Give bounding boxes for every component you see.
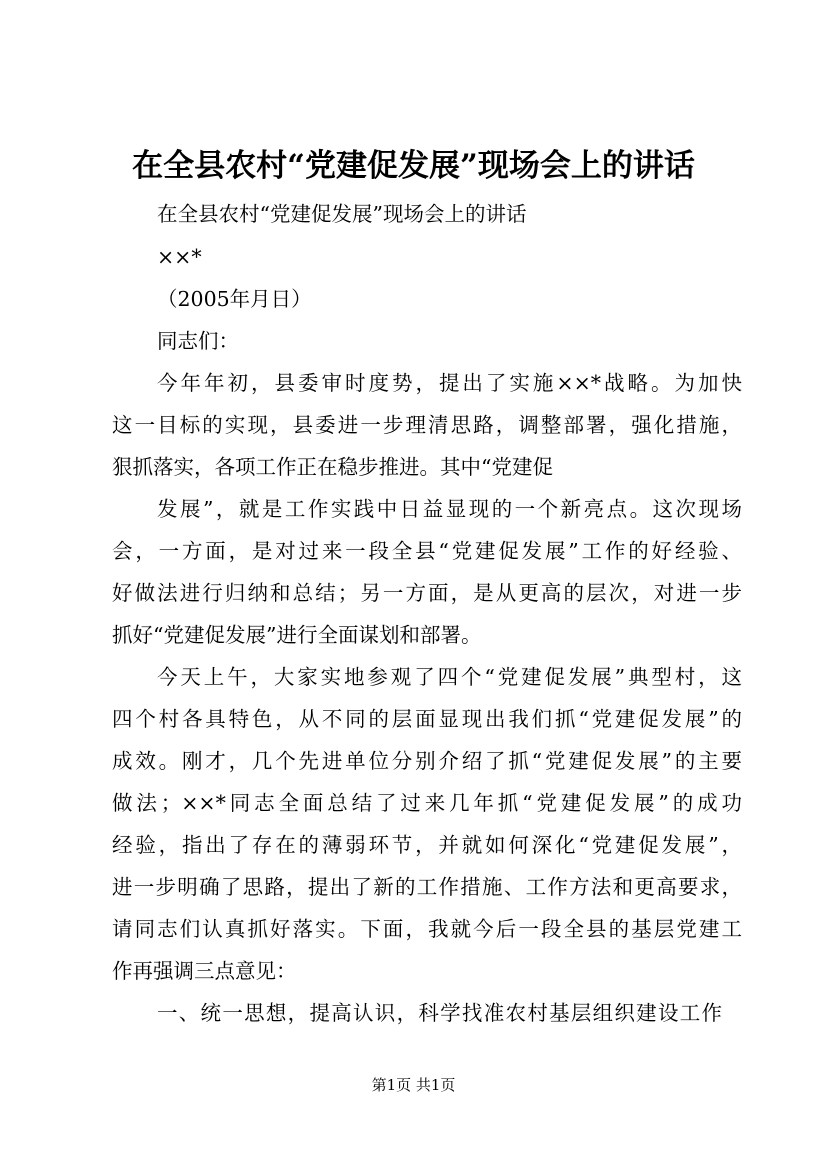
speaker-name: ××* xyxy=(157,245,202,269)
paragraph-line: 今天上午，大家实地参观了四个“党建促发展”典型村，这 xyxy=(157,665,742,689)
paragraph-line: 成效。刚才，几个先进单位分别介绍了抓“党建促发展”的主要 xyxy=(112,749,742,773)
paragraph-line: 这一目标的实现，县委进一步理清思路，调整部署，强化措施， xyxy=(112,413,742,437)
paragraph-line: 狠抓落实，各项工作正在稳步推进。其中“党建促 xyxy=(112,455,553,479)
paragraph-line: 请同志们认真抓好落实。下面，我就今后一段全县的基层党建工 xyxy=(112,917,742,941)
page-number-footer: 第1页 共1页 xyxy=(371,1076,456,1094)
paragraph-line: 经验，指出了存在的薄弱环节，并就如何深化“党建促发展”， xyxy=(112,833,742,857)
paragraph-line: 做法；××*同志全面总结了过来几年抓“党建促发展”的成功 xyxy=(112,791,742,815)
paragraph-line: 会，一方面，是对过来一段全县“党建促发展”工作的好经验、 xyxy=(112,539,742,563)
salutation: 同志们： xyxy=(157,329,239,353)
speech-heading: 在全县农村“党建促发展”现场会上的讲话 xyxy=(157,202,527,226)
paragraph-line: 作再强调三点意见： xyxy=(112,959,297,983)
section-heading: 一、统一思想，提高认识，科学找准农村基层组织建设工作 xyxy=(157,1001,722,1025)
paragraph-line: 进一步明确了思路，提出了新的工作措施、工作方法和更高要求， xyxy=(112,875,742,899)
document-title: 在全县农村“党建促发展”现场会上的讲话 xyxy=(132,148,695,184)
paragraph-line: 抓好“党建促发展”进行全面谋划和部署。 xyxy=(112,623,482,647)
speech-date: （2005年月日） xyxy=(157,287,312,311)
paragraph-line: 今年年初，县委审时度势，提出了实施××*战略。为加快 xyxy=(157,371,742,395)
paragraph-line: 发展”，就是工作实践中日益显现的一个新亮点。这次现场 xyxy=(157,497,742,521)
paragraph-line: 四个村各具特色，从不同的层面显现出我们抓“党建促发展”的 xyxy=(112,707,742,731)
paragraph-line: 好做法进行归纳和总结；另一方面，是从更高的层次，对进一步 xyxy=(112,581,742,605)
